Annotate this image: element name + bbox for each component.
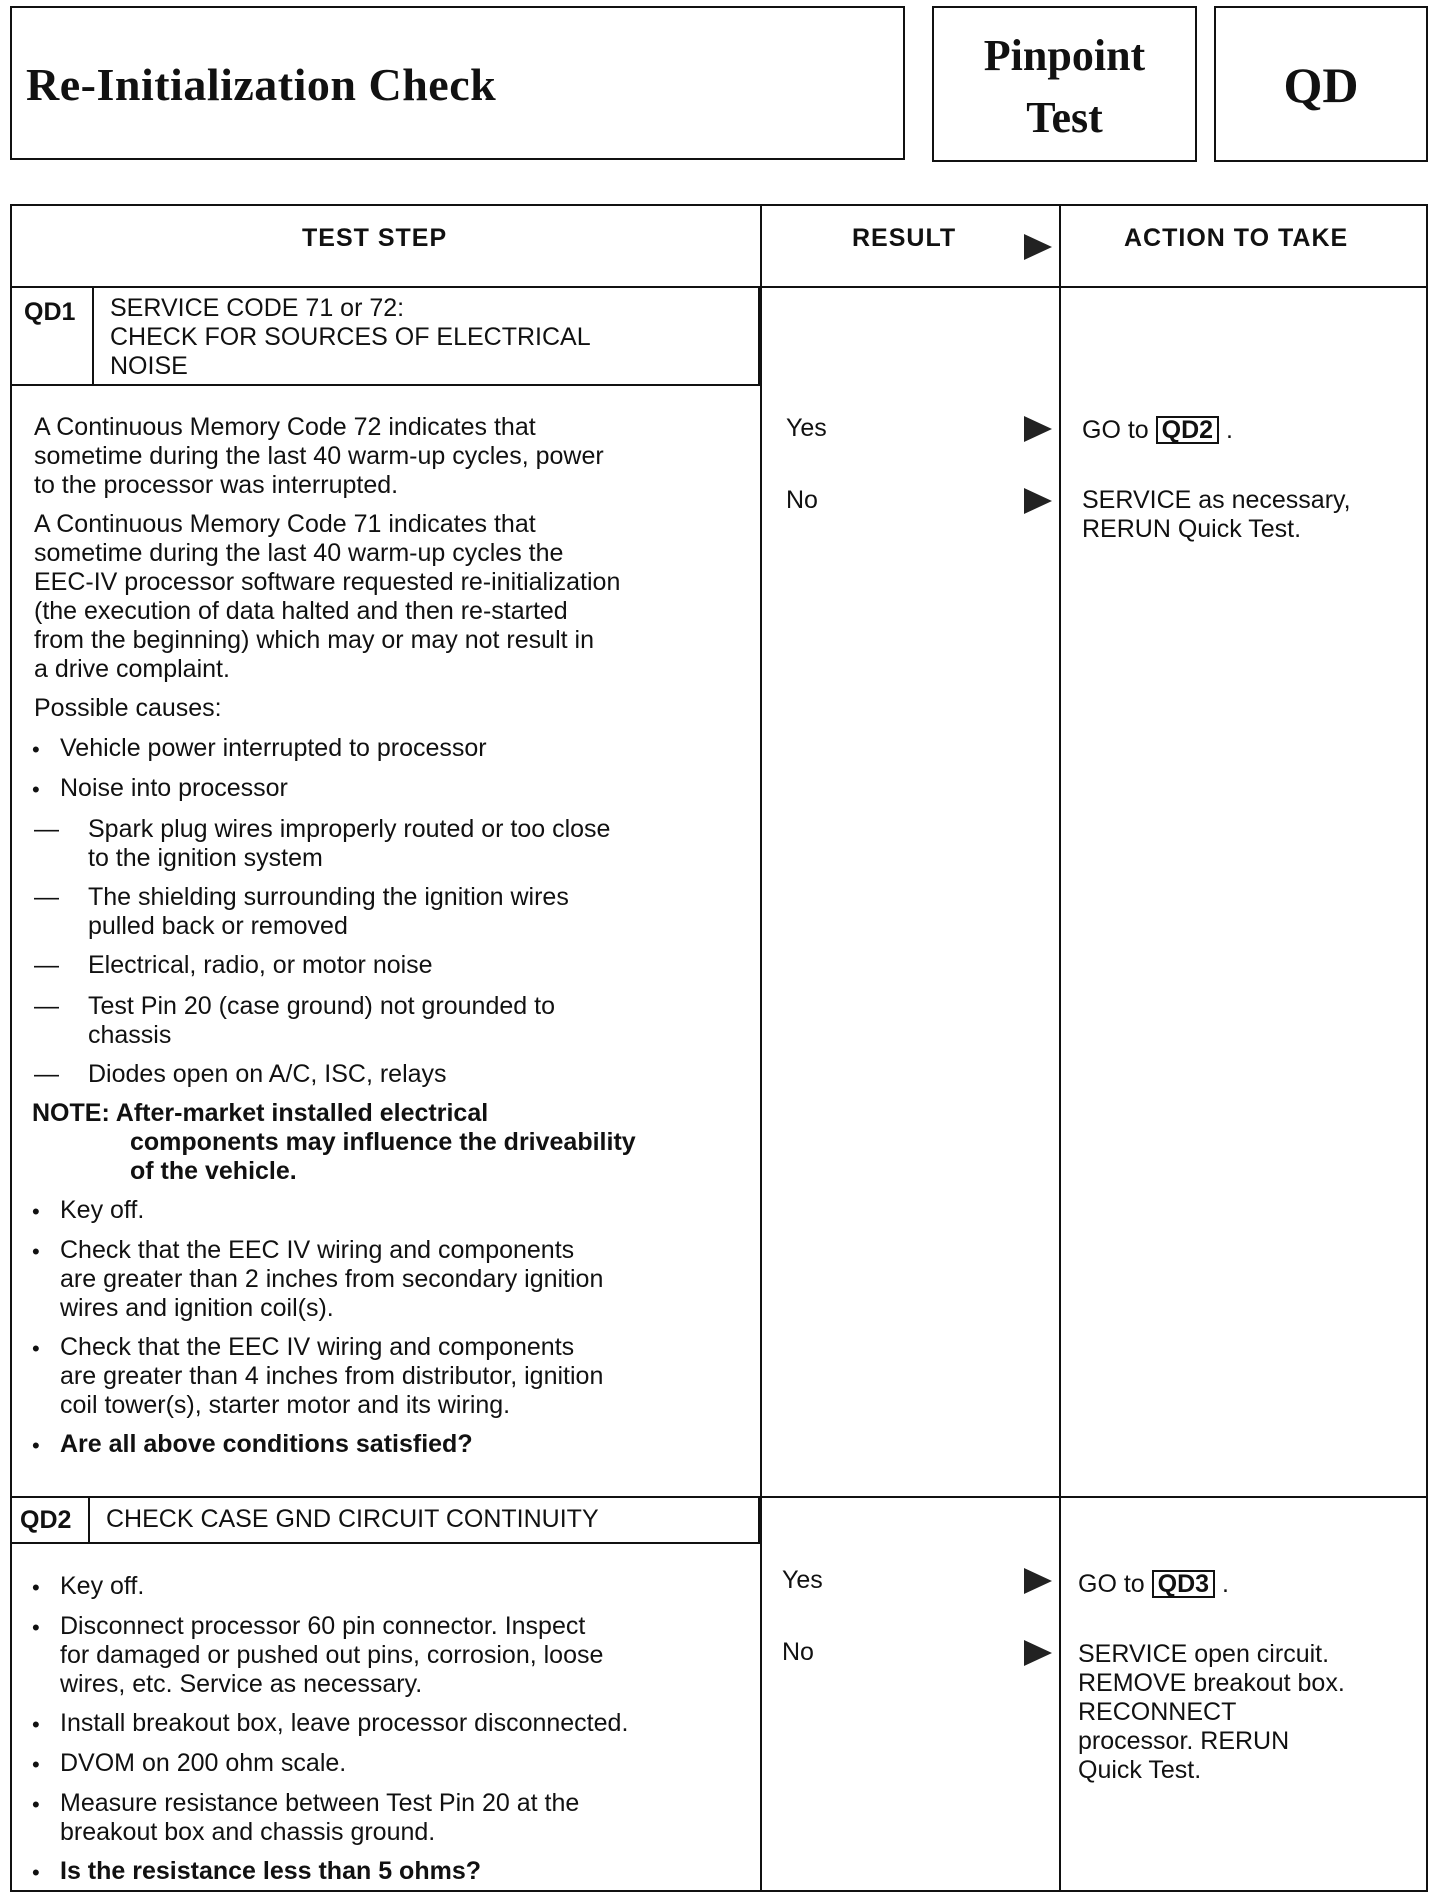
qd1-note-line: components may influence the driveability — [130, 1128, 636, 1156]
qd1-paragraph-line: sometime during the last 40 warm-up cycles, power — [34, 442, 604, 470]
qd1-paragraph-line: to the processor was interrupted. — [34, 471, 399, 499]
qd1-paragraph-line: EEC-IV processor software requested re-initialization — [34, 568, 621, 596]
qd2-action-no-line: processor. RERUN — [1078, 1727, 1290, 1755]
qd1-note-line: of the vehicle. — [130, 1157, 297, 1185]
qd2-result-no: No — [782, 1638, 814, 1666]
step-id-divider — [88, 1496, 90, 1542]
dash-icon: — — [34, 1060, 59, 1088]
qd1-result-yes: Yes — [786, 414, 827, 442]
bullet-icon: • — [32, 1199, 40, 1224]
qd2-action-no-line: Quick Test. — [1078, 1756, 1202, 1784]
test-label: Test — [1026, 93, 1103, 142]
column-divider — [1059, 206, 1061, 1892]
column-header-result: RESULT — [852, 224, 957, 252]
qd1-subcause-line: to the ignition system — [88, 844, 323, 872]
title-box — [10, 6, 905, 160]
bullet-icon: • — [32, 1433, 40, 1458]
qd1-subcause-line: Diodes open on A/C, ISC, relays — [88, 1060, 447, 1088]
qd1-subcause-line: Test Pin 20 (case ground) not grounded to — [88, 992, 555, 1020]
qd2-action-no-line: RECONNECT — [1078, 1698, 1237, 1726]
qd2-step: Key off. — [60, 1572, 145, 1600]
qd2-question: Is the resistance less than 5 ohms? — [60, 1857, 481, 1885]
qd2-action-yes: GO to QD3 . — [1078, 1570, 1229, 1598]
qd2-action-no-line: REMOVE breakout box. — [1078, 1669, 1345, 1697]
qd2-step: Install breakout box, leave processor disconnected. — [60, 1709, 629, 1737]
qd2-step-line: breakout box and chassis ground. — [60, 1818, 436, 1846]
qd1-step-line: wires and ignition coil(s). — [60, 1294, 334, 1322]
pinpoint-test-box — [932, 6, 1197, 162]
column-divider — [760, 206, 762, 1892]
bullet-icon: • — [32, 737, 40, 762]
bullet-icon: • — [32, 1712, 40, 1737]
qd1-title-line: SERVICE CODE 71 or 72: — [110, 294, 405, 322]
dash-icon: — — [34, 815, 59, 843]
column-header-test-step: TEST STEP — [302, 224, 448, 252]
bullet-icon: • — [32, 1860, 40, 1885]
qd1-question: Are all above conditions satisfied? — [60, 1430, 473, 1458]
qd1-note-line: NOTE: After-market installed electrical — [32, 1099, 489, 1127]
bullet-icon: • — [32, 1239, 40, 1264]
qd1-step-line: coil tower(s), starter motor and its wiring. — [60, 1391, 511, 1419]
qd2-reference: QD2 — [1156, 416, 1219, 444]
qd1-subcause-line: The shielding surrounding the ignition wires — [88, 883, 569, 911]
qd1-paragraph-line: from the beginning) which may or may not result in — [34, 626, 594, 654]
qd1-step-line: Check that the EEC IV wiring and components — [60, 1333, 575, 1361]
qd1-subcause-line: Electrical, radio, or motor noise — [88, 951, 433, 979]
qd2-title: CHECK CASE GND CIRCUIT CONTINUITY — [106, 1505, 599, 1533]
qd2-step-line: for damaged or pushed out pins, corrosion, loose — [60, 1641, 604, 1669]
result-arrow-icon — [1024, 416, 1052, 442]
qd2-step-id: QD2 — [20, 1506, 72, 1534]
qd1-step: Key off. — [60, 1196, 145, 1224]
qd1-causes-label: Possible causes: — [34, 694, 222, 722]
qd1-subcause-line: pulled back or removed — [88, 912, 348, 940]
qd1-cause: Noise into processor — [60, 774, 288, 802]
qd1-paragraph-line: (the execution of data halted and then re-started — [34, 597, 568, 625]
test-table — [10, 204, 1428, 1892]
qd2-action-no-line: SERVICE open circuit. — [1078, 1640, 1330, 1668]
qd1-result-no: No — [786, 486, 818, 514]
qd2-step-line: wires, etc. Service as necessary. — [60, 1670, 423, 1698]
bullet-icon: • — [32, 1792, 40, 1817]
qd1-subcause-line: chassis — [88, 1021, 172, 1049]
qd2-step-line: Measure resistance between Test Pin 20 at the — [60, 1789, 580, 1817]
step-id-divider — [92, 286, 94, 384]
qd1-paragraph-line: A Continuous Memory Code 71 indicates that — [34, 510, 536, 538]
result-arrow-icon — [1024, 488, 1052, 514]
page-title: Re-Initialization Check — [26, 59, 497, 110]
qd2-result-yes: Yes — [782, 1566, 823, 1594]
qd1-step-line: are greater than 2 inches from secondary ignition — [60, 1265, 604, 1293]
result-arrow-icon — [1024, 1568, 1052, 1594]
pinpoint-label: Pinpoint — [983, 31, 1146, 80]
bullet-icon: • — [32, 1615, 40, 1640]
dash-icon: — — [34, 992, 59, 1020]
test-code-box — [1214, 6, 1428, 162]
qd1-title-line: CHECK FOR SOURCES OF ELECTRICAL — [110, 323, 591, 351]
qd1-step-line: are greater than 4 inches from distributor, ignition — [60, 1362, 604, 1390]
qd1-step-id: QD1 — [24, 298, 76, 326]
result-arrow-icon — [1024, 1640, 1052, 1666]
test-code: QD — [1283, 57, 1359, 113]
qd2-step: DVOM on 200 ohm scale. — [60, 1749, 347, 1777]
bullet-icon: • — [32, 1336, 40, 1361]
bullet-icon: • — [32, 1752, 40, 1777]
qd1-action-yes-text: GO to — [1082, 416, 1149, 444]
qd3-reference: QD3 — [1152, 1570, 1215, 1598]
qd1-title-line: NOISE — [110, 352, 188, 380]
dash-icon: — — [34, 883, 59, 911]
qd1-paragraph-line: a drive complaint. — [34, 655, 230, 683]
qd2-step-line: Disconnect processor 60 pin connector. Inspect — [60, 1612, 586, 1640]
qd1-paragraph-line: sometime during the last 40 warm-up cycles the — [34, 539, 564, 567]
qd1-step-line: Check that the EEC IV wiring and components — [60, 1236, 575, 1264]
qd1-action-yes: GO to QD2 . — [1082, 416, 1233, 444]
qd1-cause: Vehicle power interrupted to processor — [60, 734, 487, 762]
qd1-subcause-line: Spark plug wires improperly routed or too close — [88, 815, 611, 843]
dash-icon: — — [34, 951, 59, 979]
bullet-icon: • — [32, 777, 40, 802]
qd1-paragraph-line: A Continuous Memory Code 72 indicates that — [34, 413, 536, 441]
qd1-action-no-line: SERVICE as necessary, — [1082, 486, 1351, 514]
column-header-action: ACTION TO TAKE — [1124, 224, 1349, 252]
result-arrow-icon — [1024, 234, 1052, 260]
qd2-action-yes-text: GO to — [1078, 1570, 1145, 1598]
qd1-action-no-line: RERUN Quick Test. — [1082, 515, 1302, 543]
bullet-icon: • — [32, 1575, 40, 1600]
